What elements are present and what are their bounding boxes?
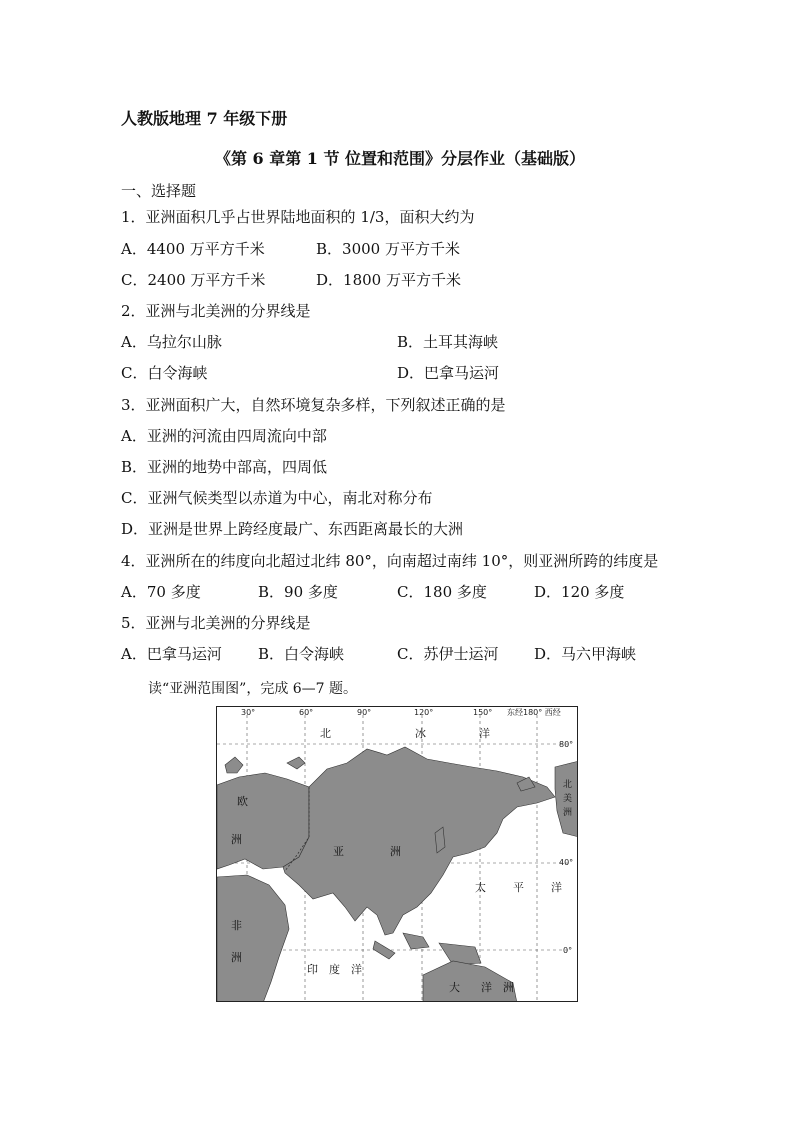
pacific-char-2: 平 xyxy=(513,881,524,894)
question-3-option-a: A．亚洲的河流由四周流向中部 xyxy=(121,427,327,445)
indian-ocean-char-3: 洋 xyxy=(351,963,362,976)
question-2-option-c: C．白令海峡 xyxy=(121,364,208,382)
lon-label-60: 60° xyxy=(299,708,314,717)
pacific-char-1: 太 xyxy=(475,881,486,894)
north-america-char-2: 美 xyxy=(563,794,573,804)
north-america-char-3: 洲 xyxy=(563,808,573,818)
asia-landmass xyxy=(283,747,555,935)
arctic-ocean-char-2: 冰 xyxy=(415,727,426,740)
europe-char-1: 欧 xyxy=(237,795,248,808)
borneo-island xyxy=(403,933,429,949)
lat-label-80: 80° xyxy=(559,740,574,749)
question-4-option-a: A．70 多度 xyxy=(121,583,201,601)
page-header: 人教版地理 7 年级下册 xyxy=(121,109,288,128)
africa-landmass xyxy=(217,875,289,1002)
question-3-stem: 3．亚洲面积广大，自然环境复杂多样，下列叙述正确的是 xyxy=(121,396,506,414)
lon-label-120: 120° xyxy=(414,708,434,717)
north-america-char-1: 北 xyxy=(563,780,573,790)
question-5-option-a: A．巴拿马运河 xyxy=(121,645,222,663)
britain-island xyxy=(225,757,243,773)
africa-char-1: 非 xyxy=(231,919,242,932)
document-title: 《第 6 章第 1 节 位置和范围》分层作业（基础版） xyxy=(214,149,586,168)
lon-label-180: 东经180° 西经 xyxy=(507,708,561,717)
novaya-island xyxy=(287,757,305,769)
question-4-option-d: D．120 多度 xyxy=(534,583,625,601)
question-3-option-c: C．亚洲气候类型以赤道为中心，南北对称分布 xyxy=(121,489,433,507)
asia-range-map xyxy=(216,706,578,1002)
pacific-char-3: 洋 xyxy=(551,881,562,894)
arctic-ocean-char-3: 洋 xyxy=(479,727,490,740)
question-2-stem: 2．亚洲与北美洲的分界线是 xyxy=(121,302,311,320)
oceania-char-3: 洲 xyxy=(503,981,514,994)
oceania-char-2: 洋 xyxy=(481,981,492,994)
question-5-option-c: C．苏伊士运河 xyxy=(397,645,499,663)
question-4-stem: 4．亚洲所在的纬度向北超过北纬 80°，向南超过南纬 10°，则亚洲所跨的纬度是 xyxy=(121,552,659,570)
africa-char-2: 洲 xyxy=(231,951,242,964)
oceania-char-1: 大 xyxy=(449,981,460,994)
question-1-option-d: D．1800 万平方千米 xyxy=(316,271,461,289)
question-5-option-d: D．马六甲海峡 xyxy=(534,645,637,663)
lon-label-90: 90° xyxy=(357,708,372,717)
indian-ocean-char-2: 度 xyxy=(329,963,340,976)
question-1-option-a: A．4400 万平方千米 xyxy=(121,240,265,258)
question-3-option-d: D．亚洲是世界上跨经度最广、东西距离最长的大洲 xyxy=(121,520,464,538)
europe-landmass xyxy=(217,773,309,869)
question-2-option-b: B．土耳其海峡 xyxy=(397,333,499,351)
asia-char-1: 亚 xyxy=(333,845,344,858)
question-2-option-d: D．巴拿马运河 xyxy=(397,364,500,382)
question-5-stem: 5．亚洲与北美洲的分界线是 xyxy=(121,614,311,632)
question-1-option-c: C．2400 万平方千米 xyxy=(121,271,266,289)
asia-char-2: 洲 xyxy=(390,845,401,858)
section-heading: 一、选择题 xyxy=(121,182,197,200)
question-4-option-c: C．180 多度 xyxy=(397,583,487,601)
question-2-option-a: A．乌拉尔山脉 xyxy=(121,333,222,351)
question-1-stem: 1．亚洲面积几乎占世界陆地面积的 1/3，面积大约为 xyxy=(121,208,475,226)
europe-char-2: 洲 xyxy=(231,833,242,846)
question-1-option-b: B．3000 万平方千米 xyxy=(316,240,460,258)
lat-label-0: 0° xyxy=(563,946,573,955)
question-3-option-b: B．亚洲的地势中部高，四周低 xyxy=(121,458,328,476)
map-caption: 读“亚洲范围图”，完成 6—7 题。 xyxy=(148,681,358,697)
new-guinea-island xyxy=(439,943,481,965)
indian-ocean-char-1: 印 xyxy=(307,963,318,976)
lat-label-40: 40° xyxy=(559,858,574,867)
longitude-labels xyxy=(241,707,561,717)
arctic-ocean-char-1: 北 xyxy=(320,727,331,740)
question-4-option-b: B．90 多度 xyxy=(258,583,338,601)
question-5-option-b: B．白令海峡 xyxy=(258,645,345,663)
lon-label-150: 150° xyxy=(473,708,493,717)
lon-label-30: 30° xyxy=(241,708,256,717)
